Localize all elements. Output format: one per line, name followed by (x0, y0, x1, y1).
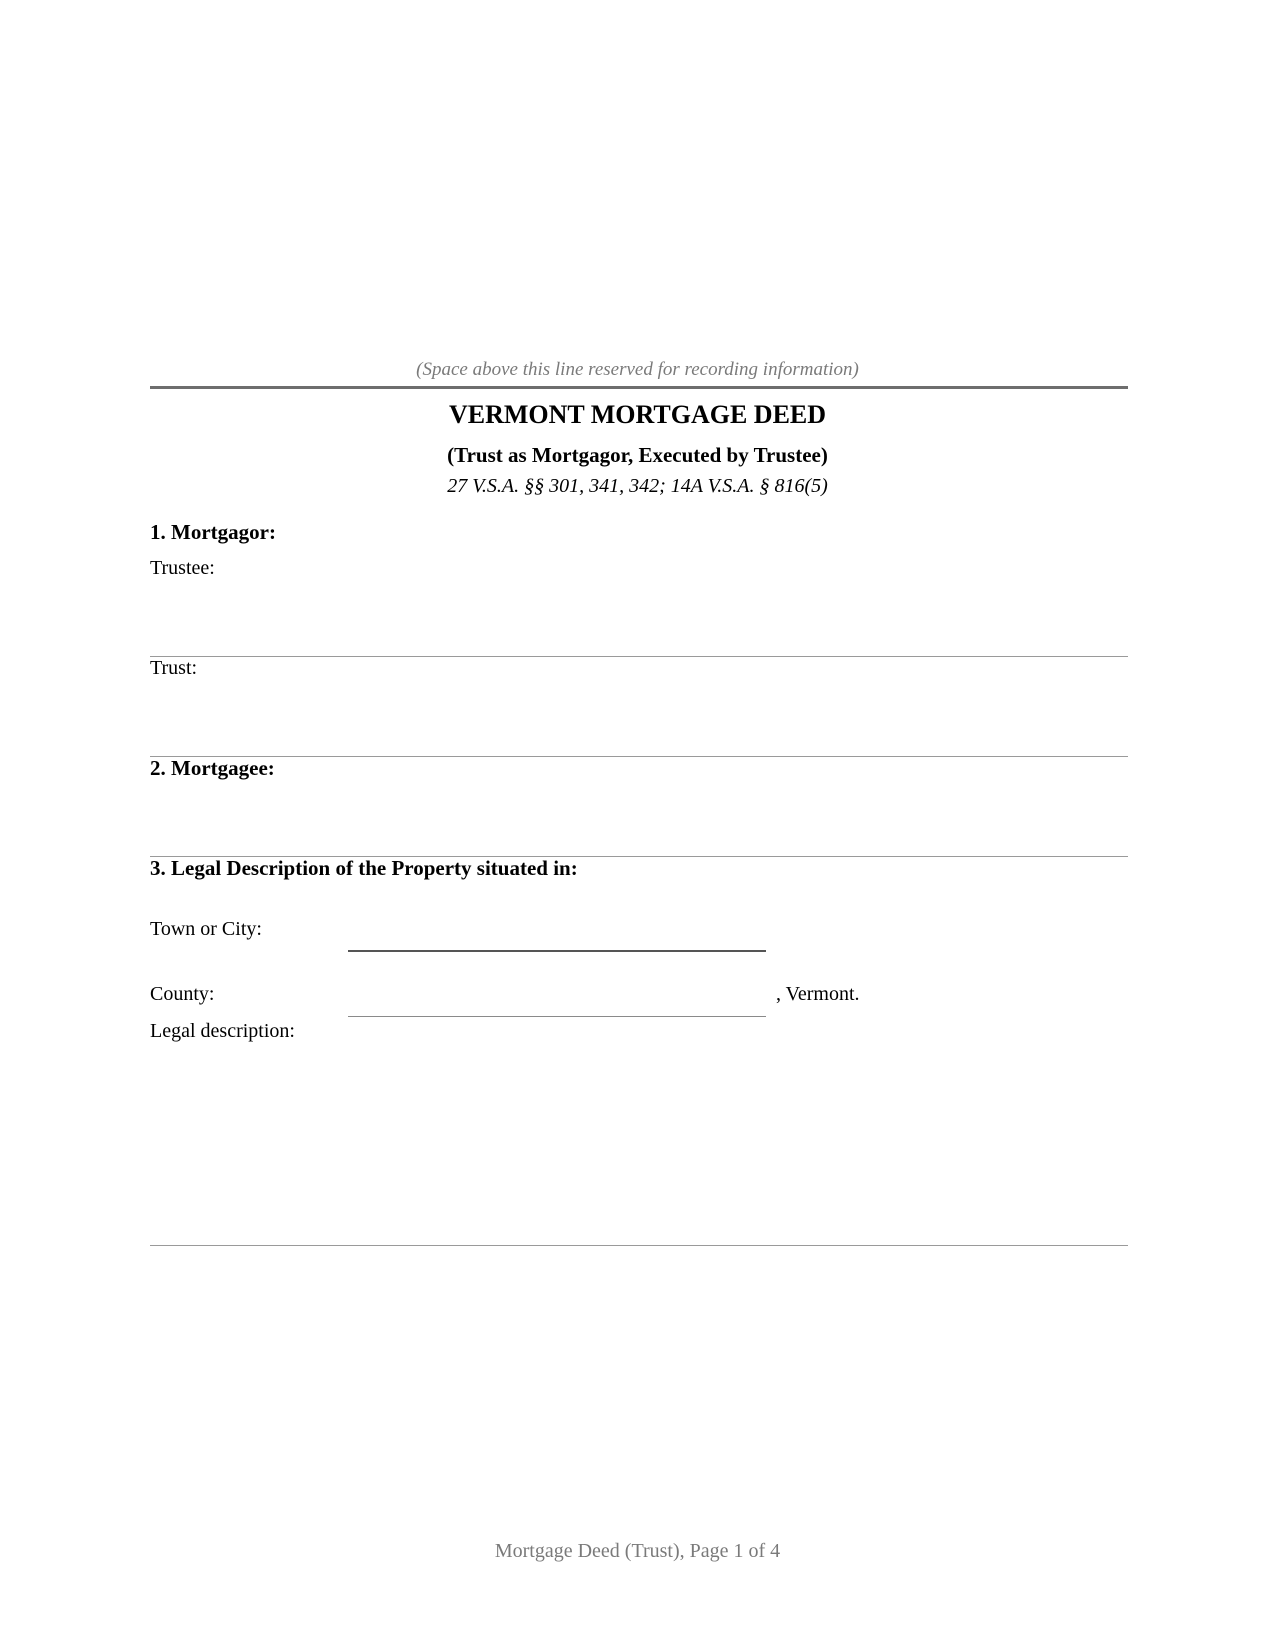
recording-divider (150, 386, 1128, 389)
recording-space-note: (Space above this line reserved for recording information) (416, 359, 859, 380)
trustee-entry-line[interactable] (150, 656, 1128, 657)
document-title: VERMONT MORTGAGE DEED (448, 400, 827, 429)
town-label: Town or City: (150, 918, 262, 940)
trust-label: Trust: (150, 657, 198, 679)
county-label: County: (150, 983, 215, 1005)
document-subtitle: (Trust as Mortgagor, Executed by Trustee) (447, 443, 828, 467)
legal-description-entry-line[interactable] (150, 1245, 1128, 1246)
section-mortgagee-heading: 2. Mortgagee: (150, 756, 275, 780)
statute-citation: 27 V.S.A. §§ 301, 341, 342; 14A V.S.A. § 816(5) (447, 475, 828, 497)
town-field[interactable] (348, 950, 766, 952)
trustee-label: Trustee: (150, 557, 215, 579)
county-field[interactable] (348, 1016, 766, 1017)
county-suffix: , Vermont. (776, 983, 860, 1005)
section-legal-description-heading: 3. Legal Description of the Property situated in: (150, 856, 578, 880)
legal-description-label: Legal description: (150, 1020, 295, 1042)
trust-entry-line[interactable] (150, 756, 1128, 757)
section-mortgagor-heading: 1. Mortgagor: (150, 520, 276, 544)
page-footer: Mortgage Deed (Trust), Page 1 of 4 (494, 1540, 781, 1562)
